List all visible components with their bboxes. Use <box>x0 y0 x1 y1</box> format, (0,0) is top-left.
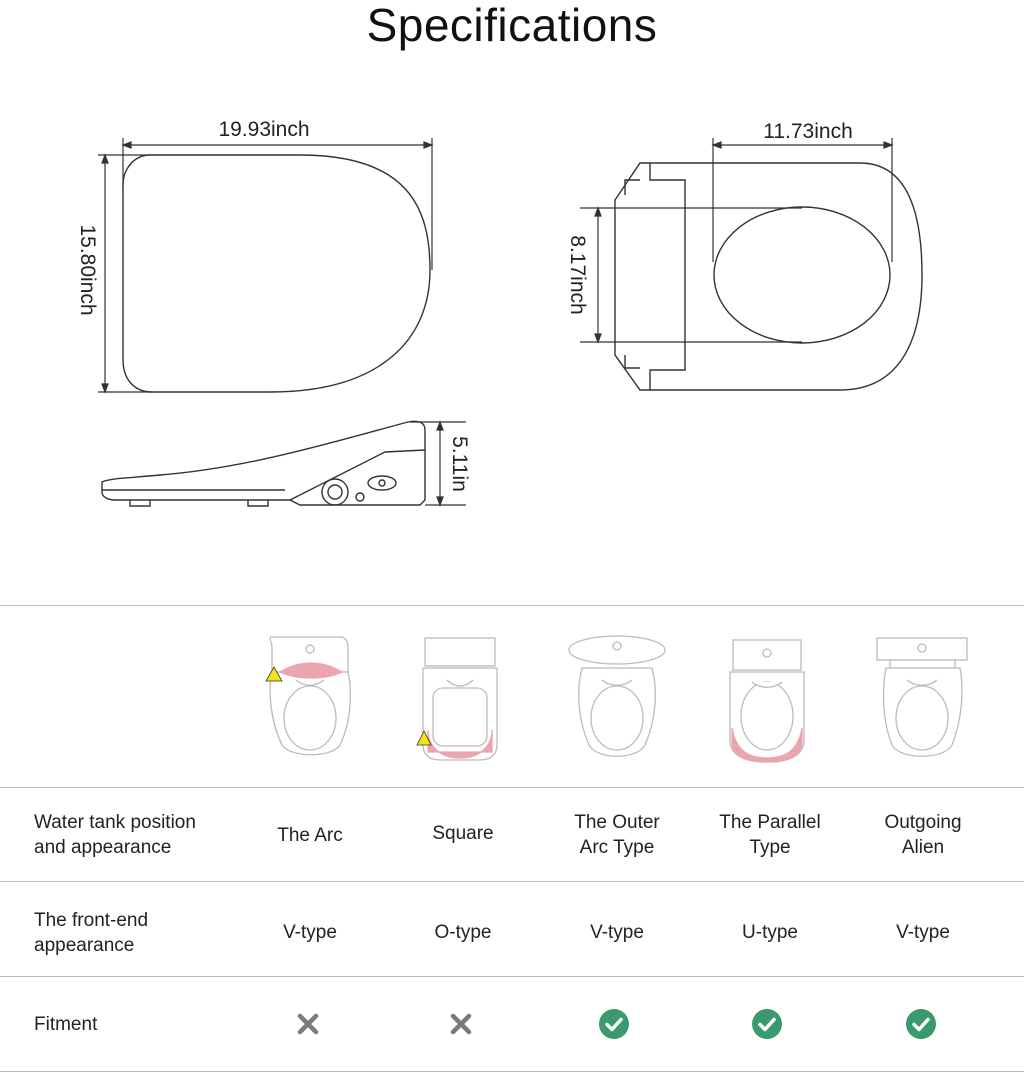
cross-icon <box>296 1012 320 1036</box>
toilet-the-arc-illustration <box>266 637 350 755</box>
top-length-dimension <box>123 138 432 270</box>
cell-square: Square <box>432 823 494 844</box>
top-view-seat-drawing <box>123 155 430 392</box>
top-width-dimension <box>98 155 152 392</box>
side-height-label: 5.11in <box>448 436 471 492</box>
table-divider <box>0 787 1024 788</box>
cell-front-end-4: U-type <box>742 922 798 943</box>
cell-outgoing-alien: Outgoing Alien <box>884 812 962 858</box>
toilet-outgoing-alien-illustration <box>877 638 967 756</box>
inner-length-dimension <box>713 138 892 262</box>
inner-width-dimension <box>580 208 802 342</box>
side-view-seat-drawing <box>102 421 425 506</box>
table-divider <box>0 976 1024 977</box>
top-length-label: 19.93inch <box>218 118 310 141</box>
cross-icon <box>449 1012 473 1036</box>
cell-front-end-5: V-type <box>896 922 950 943</box>
row-label-fitment: Fitment <box>34 1014 98 1035</box>
check-icon <box>751 1008 783 1040</box>
cell-parallel: The Parallel Type <box>719 812 821 858</box>
toilet-outer-arc-illustration <box>569 636 665 756</box>
table-divider-top <box>0 605 1024 606</box>
toilet-square-illustration <box>417 638 497 760</box>
cell-front-end-3: V-type <box>590 922 644 943</box>
page-title: Specifications <box>366 0 658 51</box>
row-label-front-end: The front-end appearance <box>34 910 149 956</box>
check-icon <box>598 1008 630 1040</box>
check-icon <box>905 1008 937 1040</box>
table-divider-bottom <box>0 1071 1024 1072</box>
cell-front-end-1: V-type <box>283 922 337 943</box>
inner-width-label: 8.17inch <box>566 235 589 315</box>
toilet-parallel-illustration <box>730 640 804 762</box>
cell-outer-arc: The Outer Arc Type <box>574 812 660 858</box>
cell-front-end-2: O-type <box>434 922 492 943</box>
row-label-water-tank: Water tank position and appearance <box>34 812 196 858</box>
open-seat-drawing <box>615 163 922 390</box>
table-divider <box>0 881 1024 882</box>
inner-length-label: 11.73inch <box>763 120 853 143</box>
cell-the-arc: The Arc <box>277 825 343 846</box>
top-width-label: 15.80inch <box>76 224 99 316</box>
